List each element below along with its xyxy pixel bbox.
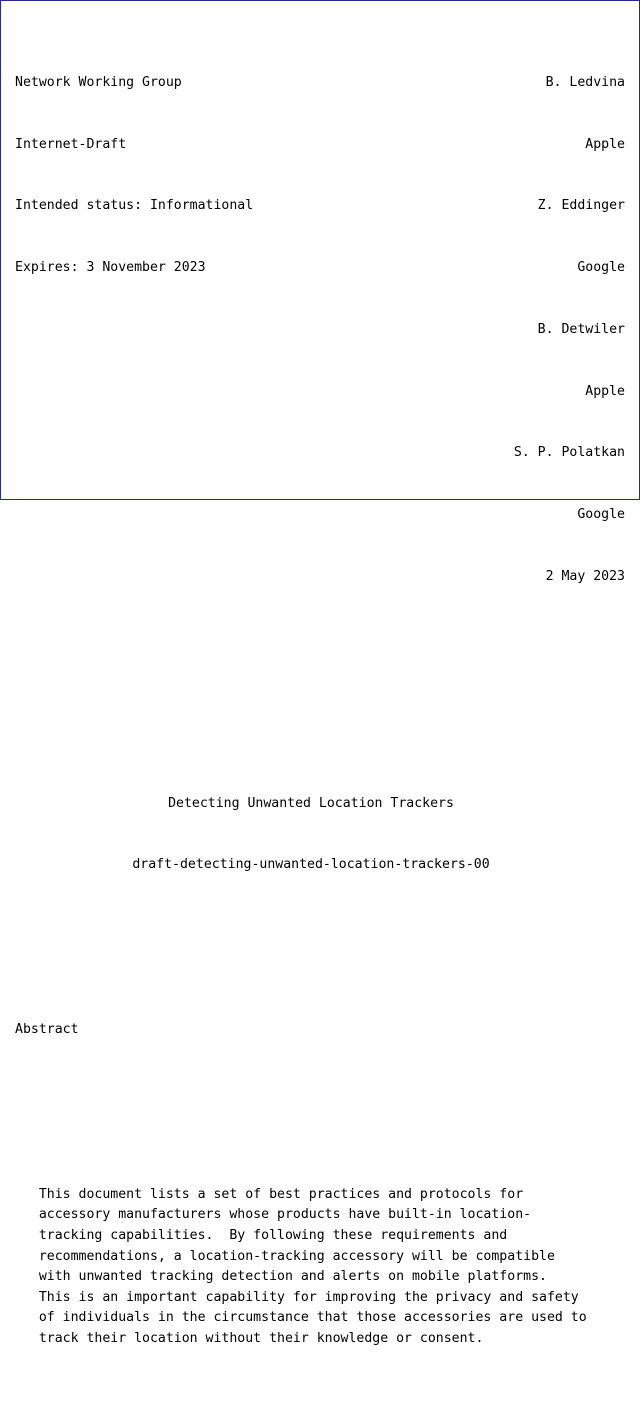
document-body: [15, 11, 625, 1411]
header-right: S. P. Polatkan: [513, 445, 625, 461]
header-right: Apple: [585, 383, 625, 399]
header-left: Expires: 3 November 2023: [15, 260, 206, 276]
header-row: [15, 258, 625, 279]
header-row: [15, 135, 625, 156]
header-right: Z. Eddinger: [537, 198, 625, 214]
header-right: B. Ledvina: [545, 74, 625, 90]
header-row: [15, 382, 625, 403]
header-right: Google: [577, 507, 625, 523]
header-right: 2 May 2023: [545, 569, 625, 585]
header-left: Intended status: Informational: [15, 198, 254, 214]
header-row: [15, 196, 625, 217]
spacer: [15, 1102, 625, 1123]
header-right: Apple: [585, 136, 625, 152]
spacer: [15, 938, 625, 959]
header-row: [15, 567, 625, 588]
header-right: B. Detwiler: [537, 321, 625, 337]
header-right: Google: [577, 260, 625, 276]
document-title: Detecting Unwanted Location Trackers: [168, 795, 454, 811]
header-left: Network Working Group: [15, 74, 182, 90]
spacer: [15, 711, 625, 732]
spacer: [15, 649, 625, 670]
header-left: Internet-Draft: [15, 136, 127, 152]
abstract-heading: Abstract: [15, 1022, 79, 1038]
draft-name: draft-detecting-unwanted-location-trackers-00: [132, 857, 490, 873]
header-row: [15, 73, 625, 94]
abstract-body: This document lists a set of best practices and protocols for accessory manufacturers whose products have built-in location- tracking capabilities. By following these requirements and recommendations, a location-tracking accessory will be compatible with unwanted tracking detection and alerts on mobile platforms. This is an important capability for improving the privacy and safety of individuals in the circumstance that those accessories are used to track their location without their knowledge or consent.: [38, 1186, 587, 1346]
header-row: [15, 443, 625, 464]
header-row: [15, 320, 625, 341]
header-row: [15, 505, 625, 526]
